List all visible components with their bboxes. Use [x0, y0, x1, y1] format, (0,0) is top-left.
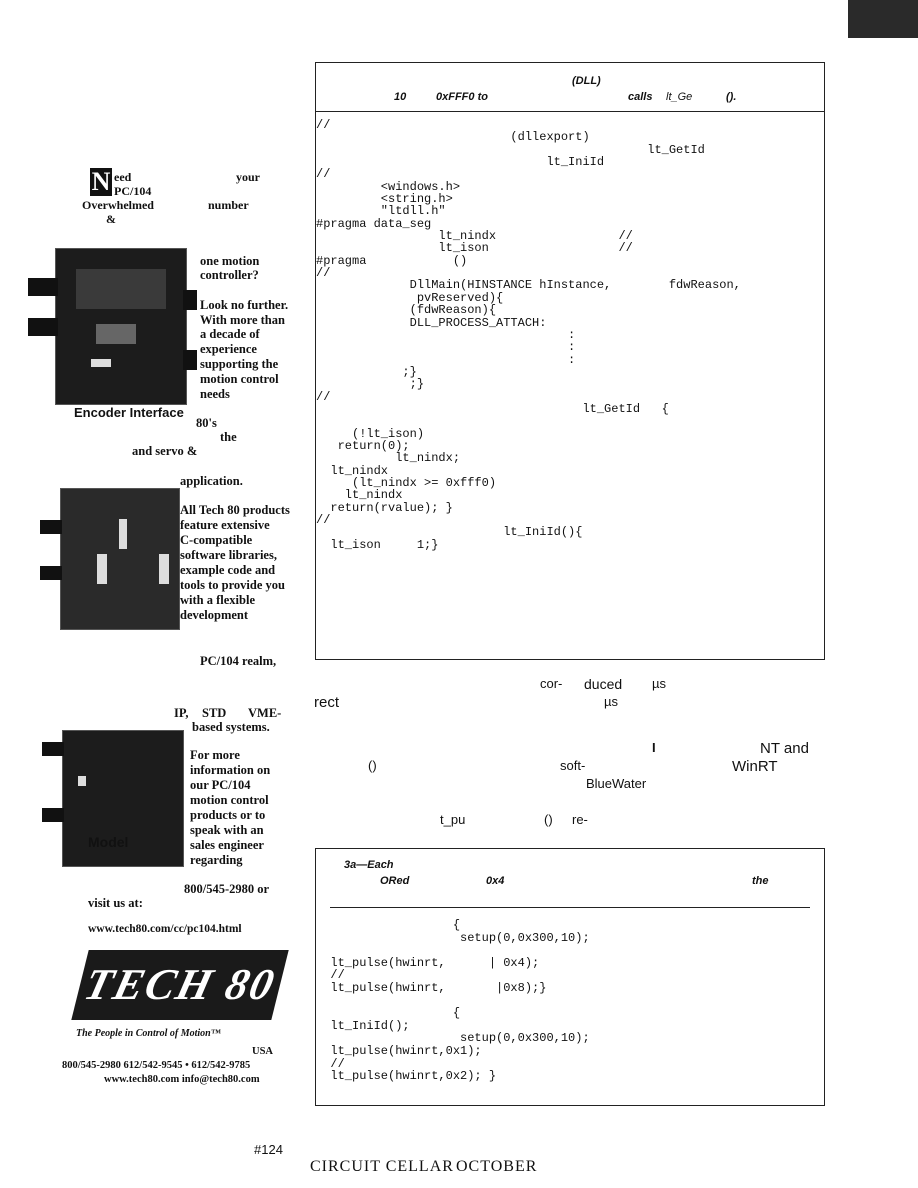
ad-panel1-line: controller?	[200, 268, 259, 282]
body-text-fragment: I	[652, 740, 656, 755]
ad-panel1-line: supporting the	[200, 357, 279, 371]
tech80-logo: TECH 80	[71, 950, 288, 1020]
ad-panel1-line: one motion	[200, 254, 260, 268]
encoder-interface-heading: Encoder Interface	[74, 405, 184, 420]
listing-2-caption-line1: (DLL)	[572, 75, 601, 87]
listing-2-caption-fragment: 10	[394, 91, 407, 103]
ad-panel1-line: Look no further.	[200, 298, 289, 312]
body-text-fragment: BlueWater	[586, 776, 647, 791]
ad-drop-cap: N	[91, 167, 111, 196]
ad-panel2-line: feature extensive	[180, 518, 270, 532]
corner-scan-mark	[848, 0, 918, 38]
ad-panel1-line: a decade of	[200, 327, 260, 341]
ad-panel2-line: with a flexible	[180, 593, 255, 607]
listing-2-separator	[316, 111, 824, 112]
board-connector	[28, 278, 58, 296]
ad-panel1-line: experience	[200, 342, 257, 356]
ad-panel2-line: development	[180, 608, 249, 622]
issue-month: OCTOBER	[456, 1158, 538, 1175]
ad-panel3-line: motion control	[190, 793, 269, 807]
listing-3a-box	[315, 848, 825, 1106]
listing-2-caption-fragment: 0xFFF0 to	[436, 91, 488, 103]
listing-3a-caption-line1: 3a—Each	[344, 859, 394, 871]
board-connector	[42, 808, 64, 822]
ad-panel1-line: motion control	[200, 372, 279, 386]
listing-3a-caption-fragment: 0x4	[486, 875, 505, 887]
ad-model-label: Model	[88, 834, 129, 850]
ad-panel3-line: speak with an	[190, 823, 264, 837]
ad-panel2-line: software libraries,	[180, 548, 277, 562]
body-text-fragment: t_pu	[440, 812, 466, 827]
body-text-fragment: duced	[584, 676, 623, 692]
ad-encoder-line: the	[220, 430, 237, 444]
ad-web-email: www.tech80.com info@tech80.com	[104, 1074, 260, 1085]
ad-panel3-line: sales engineer	[190, 838, 264, 852]
body-text-fragment: rect	[314, 694, 340, 711]
listing-3a-caption-fragment: ORed	[380, 875, 410, 887]
listing-2-caption-fragment: calls	[628, 91, 653, 103]
ad-systems-word: based systems.	[192, 720, 270, 734]
body-text-fragment: µs	[604, 694, 618, 709]
ad-encoder-line: 80's	[196, 416, 217, 430]
motion-board-image	[55, 248, 187, 405]
ad-panel3-line: our PC/104	[190, 778, 251, 792]
body-text-fragment: re-	[572, 812, 588, 827]
listing-3a-separator	[330, 907, 810, 908]
board-connector	[42, 742, 64, 756]
ad-phone-line: 800/545-2980 or	[184, 882, 270, 896]
ad-panel1-line: With more than	[200, 313, 285, 327]
listing-3a-code: { setup(0,0x300,10); lt_pulse(hwinrt, | 0x4); // lt_pulse(hwinrt, |0x8);} { lt_IniId(); setup(0,0x300,10); lt_pulse(hwinrt,0x1); // lt_pulse(hwinrt,0x2); }	[330, 918, 590, 1084]
ad-panel2-line: application.	[180, 474, 243, 488]
body-text-fragment: NT and	[760, 740, 809, 757]
encoder-board-image	[60, 488, 180, 630]
ad-systems-word: STD	[202, 706, 227, 720]
ad-headline-word: eed	[114, 170, 132, 184]
ad-panel3-line: For more	[190, 748, 240, 762]
board-connector	[183, 350, 197, 370]
ad-panel1-line: needs	[200, 387, 230, 401]
ad-systems-word: IP,	[174, 706, 189, 720]
listing-3a-caption-fragment: the	[752, 875, 769, 887]
board-connector	[40, 520, 62, 534]
reader-service-number: #124	[254, 1142, 283, 1157]
listing-2-code: // (dllexport) lt_GetId lt_IniId // <windows.h> <string.h> "ltdll.h" #pragma data_seg lt_nindx // lt_ison // #pragma () // DllMain(HINSTANCE hInstance, fdwReason, pvReserved){ (fdwReason){ DLL_PROCESS_ATTACH: : : : ;} ;} // lt_GetId { (!lt_ison) return(0); lt_nindx; lt_nindx (lt_nindx >= 0xfff0) lt_nindx return(rvalue); } // lt_IniId(){ lt_ison 1;}	[316, 118, 741, 552]
ad-headline-word: your	[236, 170, 260, 184]
ad-visit-line: visit us at:	[88, 896, 143, 910]
ad-country: USA	[252, 1046, 274, 1057]
magazine-name: CIRCUIT CELLAR	[310, 1158, 454, 1175]
body-text-fragment: WinRT	[732, 758, 778, 775]
ad-tagline: The People in Control of Motion™	[76, 1028, 221, 1039]
ad-panel3-line: products or to	[190, 808, 266, 822]
ad-panel2-line: tools to provide you	[180, 578, 285, 592]
ad-headline-word: Overwhelmed	[82, 198, 154, 212]
ad-headline-word: &	[106, 212, 116, 226]
ad-headline-word: number	[208, 198, 249, 212]
ad-panel2-line: C-compatible	[180, 533, 253, 547]
ad-realm-line: PC/104 realm,	[200, 654, 277, 668]
ad-panel2-line: All Tech 80 products	[180, 503, 290, 517]
ad-panel3-line: information on	[190, 763, 271, 777]
listing-2-caption-fragment: lt_Ge	[666, 91, 693, 103]
body-text-fragment: cor-	[540, 676, 563, 691]
body-text-fragment: ()	[544, 812, 553, 827]
body-text-fragment: ()	[368, 758, 377, 773]
board-connector	[40, 566, 62, 580]
board-connector	[183, 290, 197, 310]
board-connector	[28, 318, 58, 336]
listing-2-caption-fragment: ().	[726, 91, 737, 103]
ad-headline-word: PC/104	[114, 184, 152, 198]
listing-2-box	[315, 62, 825, 660]
ad-panel3-line: regarding	[190, 853, 243, 867]
ad-systems-word: VME-	[248, 706, 282, 720]
body-text-fragment: µs	[652, 676, 666, 691]
ad-encoder-line: and servo &	[132, 444, 198, 458]
ad-panel2-line: example code and	[180, 563, 276, 577]
ad-url[interactable]: www.tech80.com/cc/pc104.html	[88, 923, 242, 935]
ad-phone-numbers: 800/545-2980 612/542-9545 • 612/542-9785	[62, 1060, 251, 1071]
body-text-fragment: soft-	[560, 758, 586, 773]
